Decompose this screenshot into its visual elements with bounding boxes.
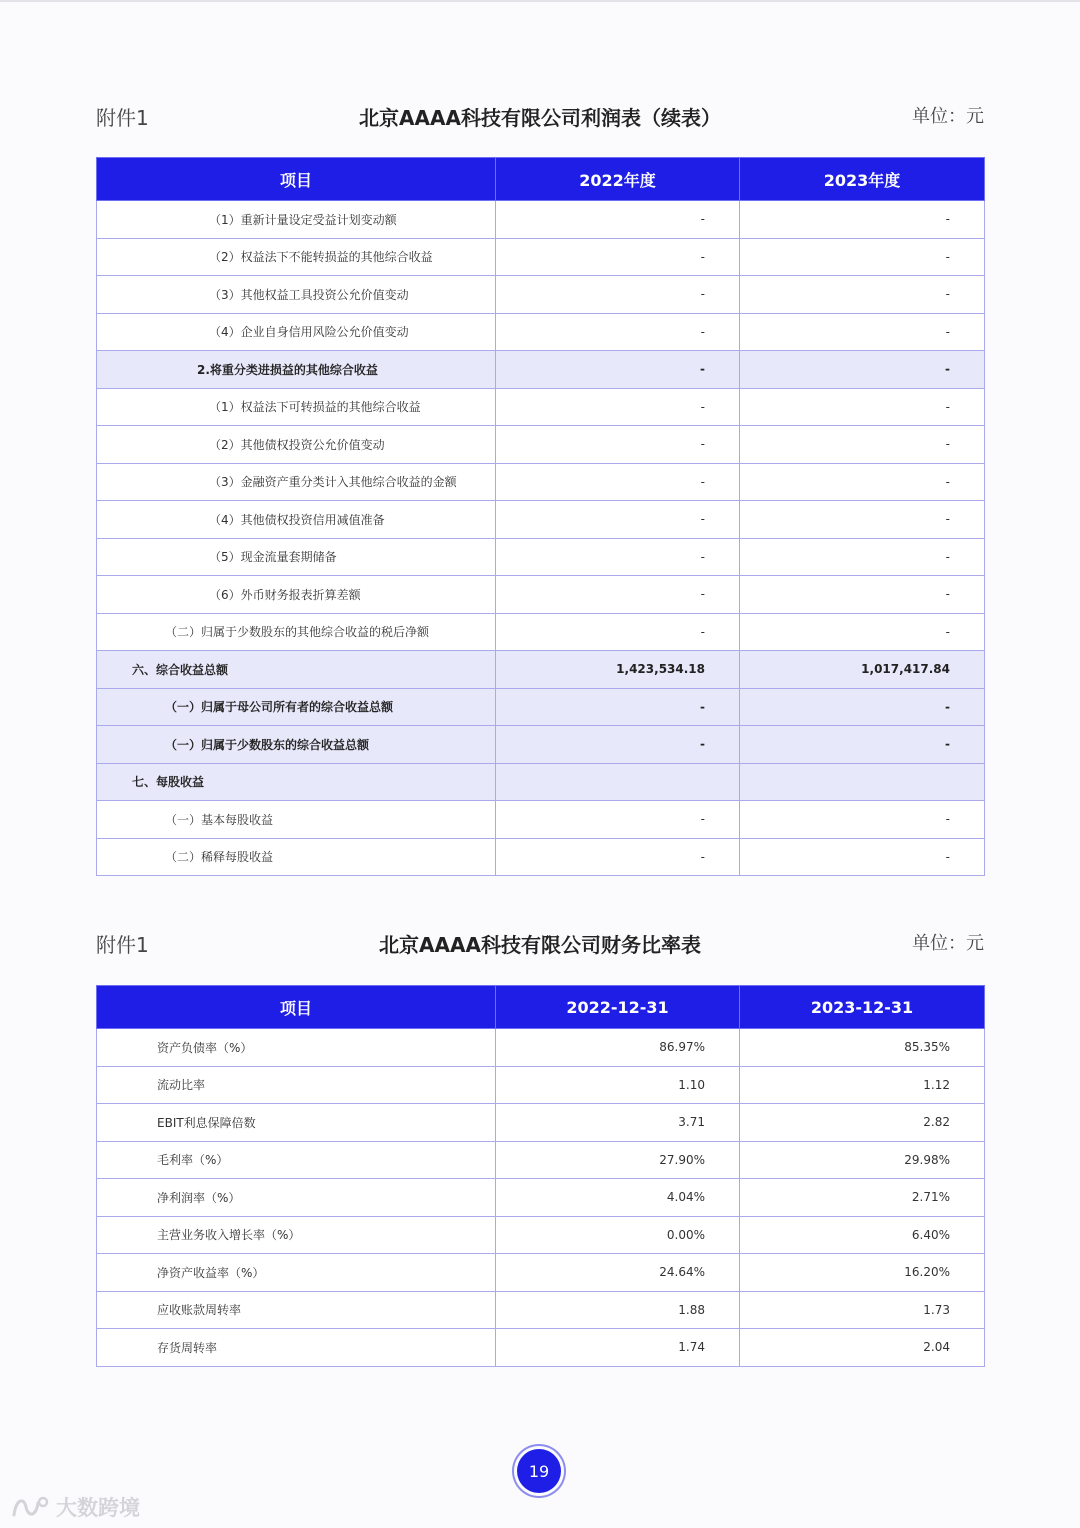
value-2022: - [496, 351, 740, 389]
value-2023: - [740, 351, 985, 389]
value-2023: 2.04 [740, 1329, 985, 1367]
value-2022: - [496, 426, 740, 464]
value-2023: - [740, 801, 985, 839]
value-2023: 16.20% [740, 1254, 985, 1292]
header-2023: 2023年度 [740, 158, 985, 201]
value-2023: - [740, 501, 985, 539]
top-rule [0, 0, 1080, 2]
row-label: （2）其他债权投资公允价值变动 [97, 426, 496, 464]
value-2022: - [496, 726, 740, 764]
row-label: 净资产收益率（%） [97, 1254, 496, 1292]
value-2022: - [496, 801, 740, 839]
header-item: 项目 [97, 158, 496, 201]
income-statement-section [96, 96, 984, 876]
income-statement-title: 北京AAAA科技有限公司利润表（续表） [359, 106, 721, 130]
row-label: 毛利率（%） [97, 1141, 496, 1179]
value-2023: - [740, 576, 985, 614]
financial-ratio-table [96, 985, 985, 1367]
header-2022: 2022年度 [496, 158, 740, 201]
value-2022: 0.00% [496, 1216, 740, 1254]
row-label: 净利润率（%） [97, 1179, 496, 1217]
row-label: （2）权益法下不能转损益的其他综合收益 [97, 238, 496, 276]
table-header-row [97, 986, 985, 1029]
table-row [97, 501, 985, 539]
table-row-highlight [97, 726, 985, 764]
table-row [97, 576, 985, 614]
value-2023 [740, 763, 985, 801]
row-label: （1）权益法下可转损益的其他综合收益 [97, 388, 496, 426]
value-2023: 2.82 [740, 1104, 985, 1142]
table-row [97, 426, 985, 464]
row-label: 存货周转率 [97, 1329, 496, 1367]
table-row [97, 538, 985, 576]
value-2022: - [496, 276, 740, 314]
header-2022: 2022-12-31 [496, 986, 740, 1029]
value-2022: - [496, 313, 740, 351]
value-2023: - [740, 238, 985, 276]
row-label: 六、综合收益总额 [97, 651, 496, 689]
value-2022: - [496, 538, 740, 576]
row-label: （5）现金流量套期储备 [97, 538, 496, 576]
row-label: 2.将重分类进损益的其他综合收益 [97, 351, 496, 389]
table-row [97, 1141, 985, 1179]
row-label: （6）外币财务报表折算差额 [97, 576, 496, 614]
unit-label: 单位：元 [912, 106, 984, 127]
watermark [10, 1492, 140, 1522]
annex-label: 附件1 [96, 106, 149, 130]
value-2023: - [740, 201, 985, 239]
table-row [97, 1329, 985, 1367]
row-label: （一）归属于母公司所有者的综合收益总额 [97, 688, 496, 726]
value-2023: - [740, 313, 985, 351]
value-2023: - [740, 538, 985, 576]
value-2022: 86.97% [496, 1029, 740, 1067]
value-2023: - [740, 426, 985, 464]
value-2023: 6.40% [740, 1216, 985, 1254]
row-label: （4）企业自身信用风险公允价值变动 [97, 313, 496, 351]
value-2022: 24.64% [496, 1254, 740, 1292]
value-2023: - [740, 276, 985, 314]
table-row [97, 238, 985, 276]
value-2023: - [740, 838, 985, 876]
table-row-highlight [97, 763, 985, 801]
table-row [97, 1216, 985, 1254]
watermark-logo-icon [10, 1493, 50, 1521]
row-label: （1）重新计量设定受益计划变动额 [97, 201, 496, 239]
value-2022: - [496, 463, 740, 501]
page-number: 19 [517, 1449, 561, 1493]
value-2023: - [740, 613, 985, 651]
row-label: （4）其他债权投资信用减值准备 [97, 501, 496, 539]
value-2023: - [740, 388, 985, 426]
table-row [97, 1104, 985, 1142]
value-2022: - [496, 501, 740, 539]
table-header-row [97, 158, 985, 201]
row-label: 流动比率 [97, 1066, 496, 1104]
row-label: 主营业务收入增长率（%） [97, 1216, 496, 1254]
value-2022: 1,423,534.18 [496, 651, 740, 689]
annex-label: 附件1 [96, 933, 149, 957]
value-2023: 2.71% [740, 1179, 985, 1217]
value-2023: 1.12 [740, 1066, 985, 1104]
value-2022: - [496, 238, 740, 276]
watermark-text: 大数跨境 [56, 1496, 140, 1520]
value-2022: - [496, 576, 740, 614]
row-label: 应收账款周转率 [97, 1291, 496, 1329]
row-label: （二）归属于少数股东的其他综合收益的税后净额 [97, 613, 496, 651]
value-2022: - [496, 838, 740, 876]
value-2022: 1.10 [496, 1066, 740, 1104]
table-row [97, 1066, 985, 1104]
row-label: （二）稀释每股收益 [97, 838, 496, 876]
value-2023: 85.35% [740, 1029, 985, 1067]
row-label: （3）金融资产重分类计入其他综合收益的金额 [97, 463, 496, 501]
unit-label: 单位：元 [912, 933, 984, 954]
row-label: （3）其他权益工具投资公允价值变动 [97, 276, 496, 314]
value-2023: - [740, 463, 985, 501]
value-2022: 27.90% [496, 1141, 740, 1179]
financial-ratio-section [96, 923, 984, 1367]
row-label: EBIT利息保障倍数 [97, 1104, 496, 1142]
value-2023: 29.98% [740, 1141, 985, 1179]
value-2023: 1,017,417.84 [740, 651, 985, 689]
table-row [97, 388, 985, 426]
header-item: 项目 [97, 986, 496, 1029]
table-row-highlight [97, 351, 985, 389]
value-2022: 1.74 [496, 1329, 740, 1367]
row-label: （一）归属于少数股东的综合收益总额 [97, 726, 496, 764]
income-statement-header [96, 96, 984, 136]
row-label: 七、每股收益 [97, 763, 496, 801]
header-2023: 2023-12-31 [740, 986, 985, 1029]
financial-ratio-header [96, 923, 984, 963]
row-label: 资产负债率（%） [97, 1029, 496, 1067]
value-2022: 1.88 [496, 1291, 740, 1329]
value-2022: - [496, 388, 740, 426]
table-row [97, 801, 985, 839]
value-2022: - [496, 688, 740, 726]
table-row [97, 1179, 985, 1217]
table-row [97, 613, 985, 651]
table-row [97, 276, 985, 314]
row-label: （一）基本每股收益 [97, 801, 496, 839]
table-row [97, 1291, 985, 1329]
table-row [97, 463, 985, 501]
table-row [97, 1029, 985, 1067]
financial-ratio-title: 北京AAAA科技有限公司财务比率表 [379, 933, 701, 957]
table-row [97, 313, 985, 351]
table-row-highlight [97, 688, 985, 726]
value-2023: - [740, 726, 985, 764]
value-2022: - [496, 613, 740, 651]
table-row [97, 1254, 985, 1292]
income-statement-table [96, 157, 985, 876]
value-2023: 1.73 [740, 1291, 985, 1329]
value-2022: 4.04% [496, 1179, 740, 1217]
value-2022: - [496, 201, 740, 239]
value-2022 [496, 763, 740, 801]
table-row [97, 201, 985, 239]
table-row [97, 838, 985, 876]
value-2022: 3.71 [496, 1104, 740, 1142]
table-row-highlight [97, 651, 985, 689]
value-2023: - [740, 688, 985, 726]
